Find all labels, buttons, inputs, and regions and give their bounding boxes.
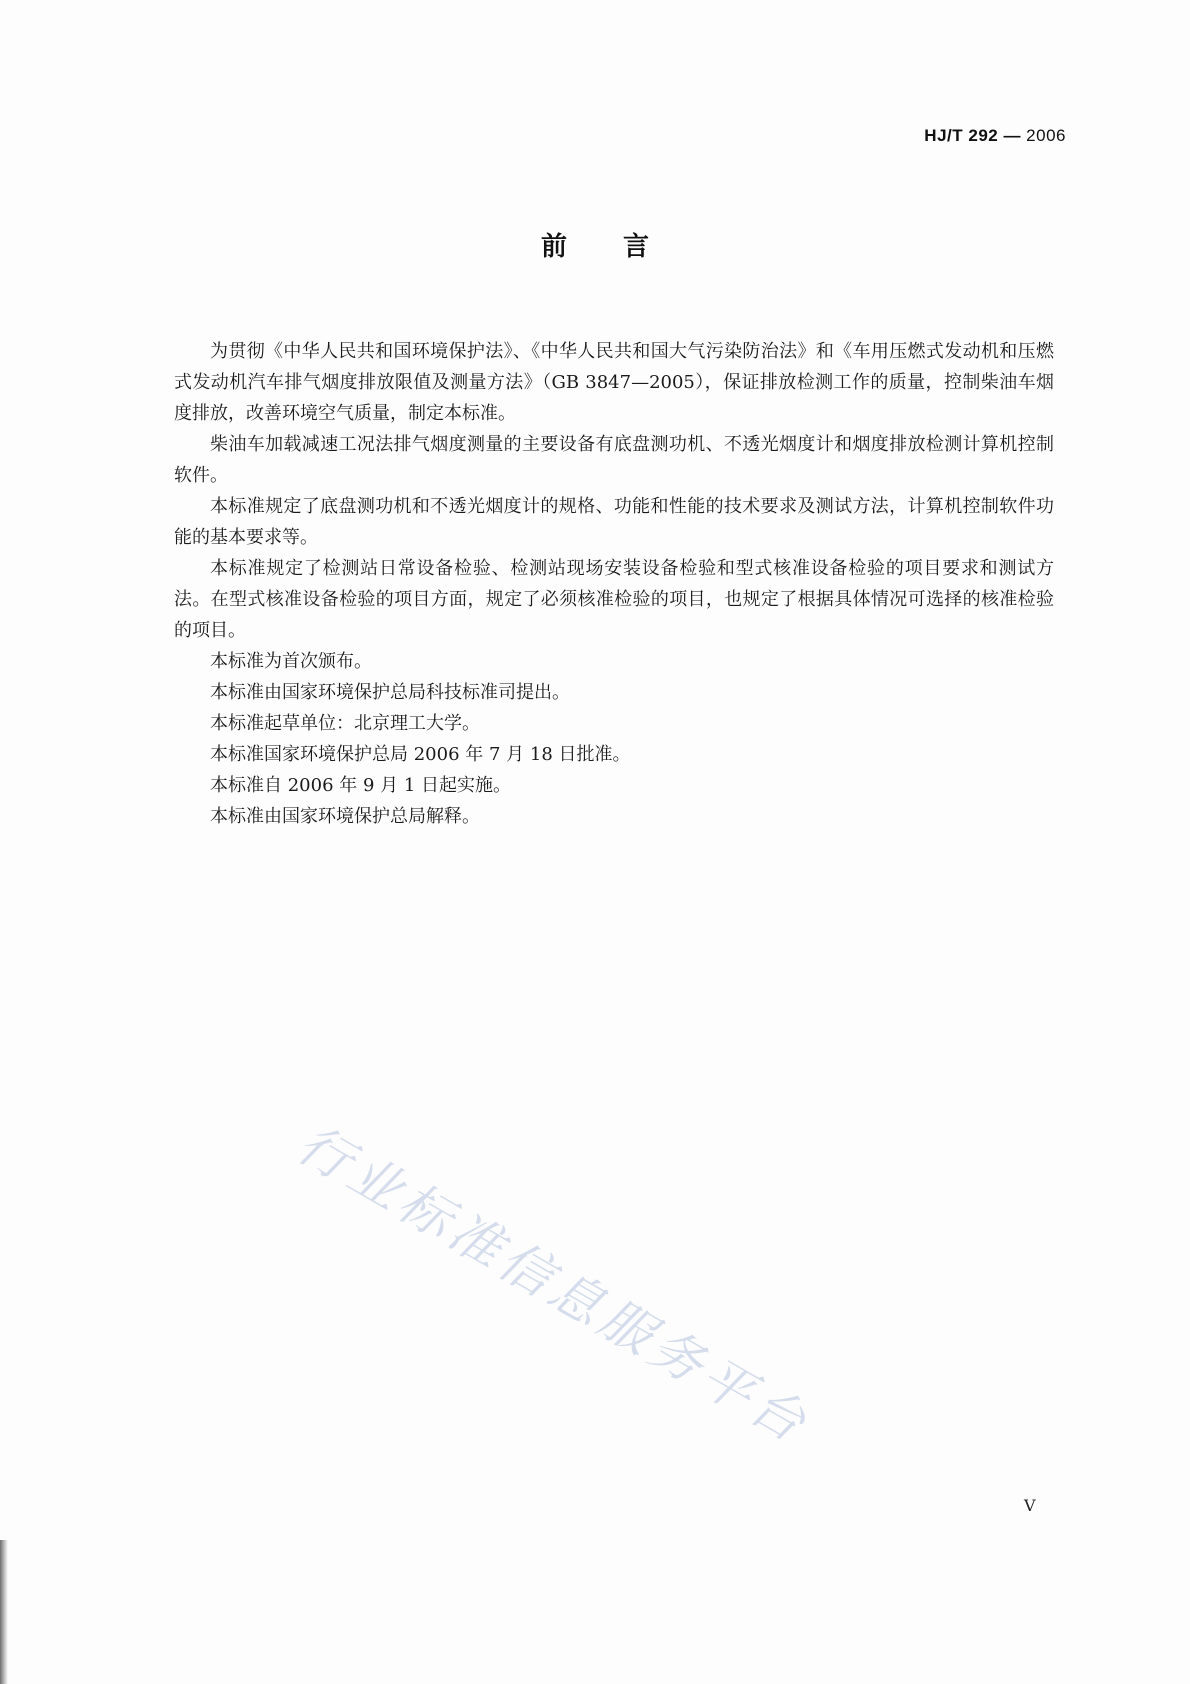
paragraph-3: 本标准规定了底盘测功机和不透光烟度计的规格、功能和性能的技术要求及测试方法，计算机控制软件功能的基本要求等。 bbox=[174, 496, 1054, 548]
paragraph-8: 本标准国家环境保护总局 2006 年 7 月 18 日批准。 bbox=[210, 744, 631, 765]
page-number: V bbox=[1024, 1496, 1036, 1515]
paragraph-9: 本标准自 2006 年 9 月 1 日起实施。 bbox=[210, 775, 512, 796]
standard-code-label: HJ/T 292 — bbox=[924, 126, 1021, 145]
paragraph-4: 本标准规定了检测站日常设备检验、检测站现场安装设备检验和型式核准设备检验的项目要求和测试方法。在型式核准设备检验的项目方面，规定了必须核准检验的项目，也规定了根据具体情况可选择的核准检验的项目。 bbox=[174, 558, 1054, 641]
standard-code bbox=[924, 126, 1066, 146]
watermark: 行业标准信息服务平台 bbox=[287, 1114, 820, 1457]
paragraph-1: 为贯彻《中华人民共和国环境保护法》、《中华人民共和国大气污染防治法》和《车用压燃式发动机和压燃式发动机汽车排气烟度排放限值及测量方法》（GB 3847—2005），保证排放检测工作的质量，控制柴油车烟度排放，改善环境空气质量，制定本标准。 bbox=[174, 341, 1054, 424]
page-title: 前言 bbox=[540, 232, 705, 262]
paragraph-10: 本标准由国家环境保护总局解释。 bbox=[210, 806, 480, 827]
paragraph-7: 本标准起草单位：北京理工大学。 bbox=[210, 713, 480, 734]
paragraph-2: 柴油车加载减速工况法排气烟度测量的主要设备有底盘测功机、不透光烟度计和烟度排放检测计算机控制软件。 bbox=[174, 434, 1054, 486]
standard-code-year: 2006 bbox=[1020, 126, 1066, 145]
paragraph-6: 本标准由国家环境保护总局科技标准司提出。 bbox=[210, 682, 570, 703]
foreword-body bbox=[174, 336, 1054, 832]
paragraph-5: 本标准为首次颁布。 bbox=[210, 651, 372, 672]
scan-edge-shadow bbox=[0, 1540, 8, 1684]
